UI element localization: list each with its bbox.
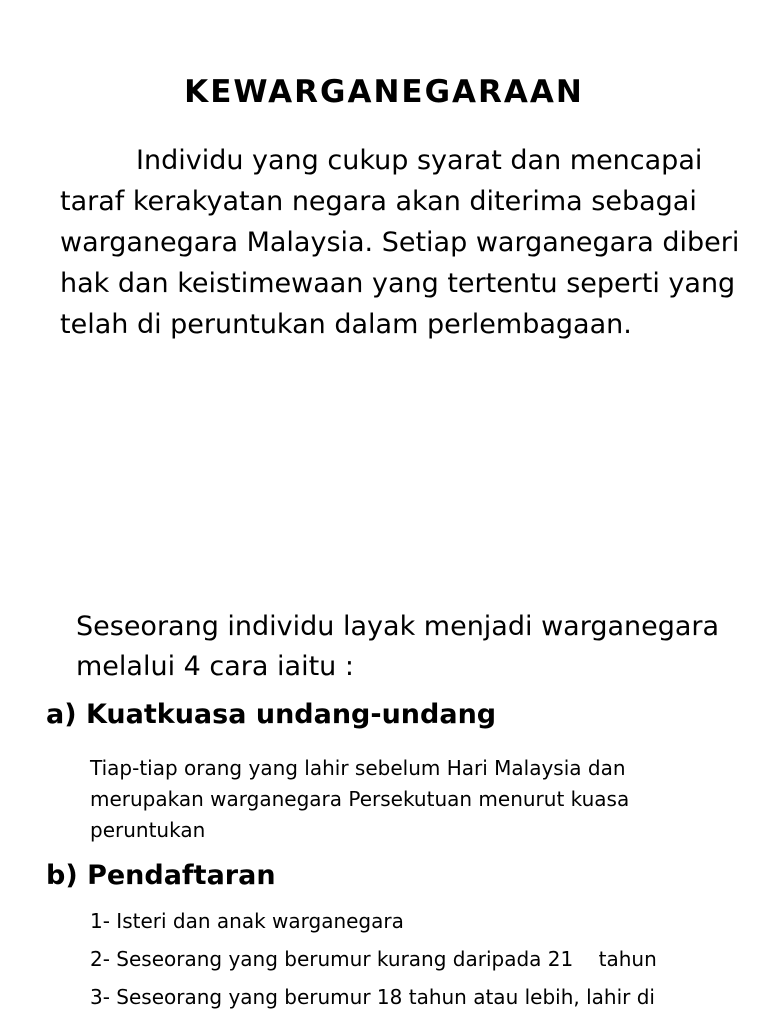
list-item: 1- Isteri dan anak warganegara: [90, 909, 404, 933]
section-b-heading: b) Pendaftaran: [46, 860, 276, 891]
lead-paragraph: Seseorang individu layak menjadi warganegara melalui 4 cara iaitu :: [76, 611, 720, 682]
list-item: 3- Seseorang yang berumur 18 tahun atau lebih, lahir di: [90, 985, 655, 1009]
section-a-heading: a) Kuatkuasa undang-undang: [46, 699, 497, 730]
section-a-text: Tiap-tiap orang yang lahir sebelum Hari Malaysia dan merupakan warganegara Persekutuan menurut kuasa peruntukan: [90, 756, 630, 842]
intro-paragraph: Individu yang cukup syarat dan mencapai taraf kerakyatan negara akan diterima sebagai warganegara Malaysia. Setiap warganegara diberi hak dan keistimewaan yang tertentu seperti yang telah di peruntukan dalam perlembagaan.: [60, 145, 740, 340]
list-item: 2- Seseorang yang berumur kurang daripada 21 tahun: [90, 947, 657, 971]
page-title: KEWARGANEGARAAN: [184, 74, 584, 110]
section-b-list: [90, 906, 750, 1020]
